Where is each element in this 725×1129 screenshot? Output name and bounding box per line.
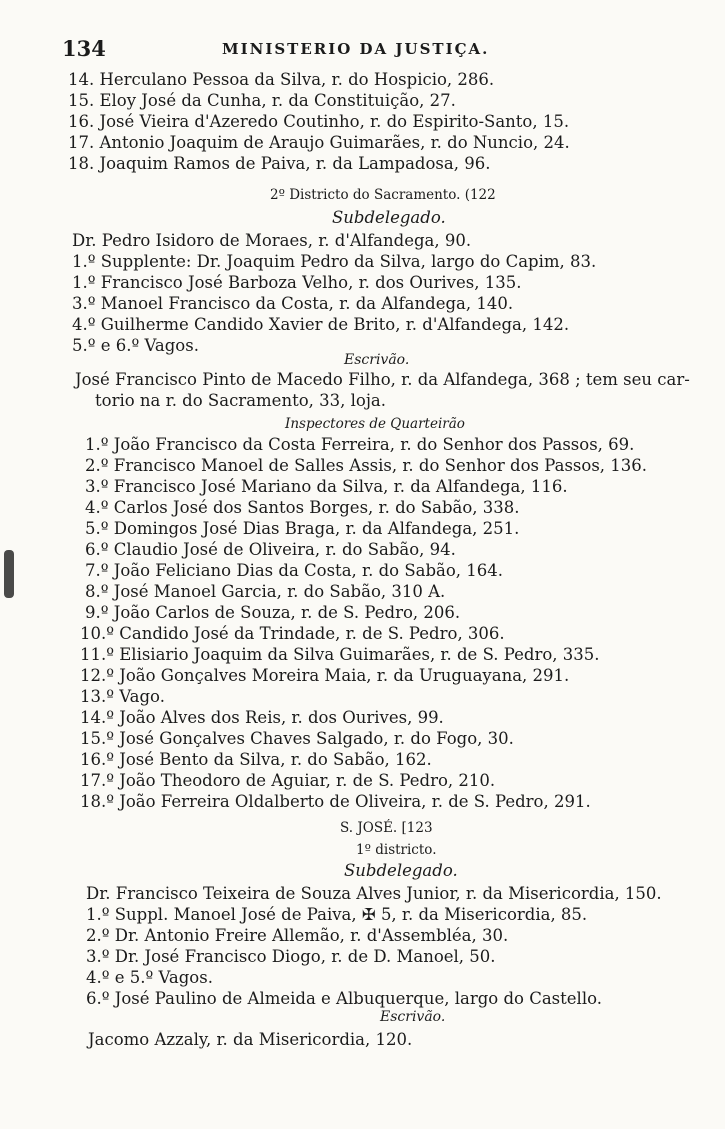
list-item: 3.º Dr. José Francisco Diogo, r. de D. Manoel, 50.: [86, 947, 496, 966]
list-item: torio na r. do Sacramento, 33, loja.: [95, 391, 387, 410]
list-item: 16.º José Bento da Silva, r. do Sabão, 162.: [80, 750, 432, 769]
running-title: MINISTERIO DA JUSTIÇA.: [222, 40, 490, 58]
list-item: 1.º Francisco José Barboza Velho, r. dos Ourives, 135.: [72, 273, 522, 292]
list-item: 2.º Dr. Antonio Freire Allemão, r. d'Assembléa, 30.: [86, 926, 509, 945]
list-item: 1.º Suppl. Manoel José de Paiva, ✠ 5, r. da Misericordia, 85.: [86, 905, 588, 924]
list-item: 6.º Claudio José de Oliveira, r. do Sabão, 94.: [85, 540, 456, 559]
list-item: 15.º José Gonçalves Chaves Salgado, r. do Fogo, 30.: [80, 729, 514, 748]
escrivao-heading: Escrivão.: [380, 1009, 446, 1025]
list-item: 18. Joaquim Ramos de Paiva, r. da Lampadosa, 96.: [68, 154, 491, 173]
list-item: 11.º Elisiario Joaquim da Silva Guimarães, r. de S. Pedro, 335.: [80, 645, 600, 664]
list-item: 4.º Carlos José dos Santos Borges, r. do Sabão, 338.: [85, 498, 520, 517]
list-item: 3.º Manoel Francisco da Costa, r. da Alfandega, 140.: [72, 294, 514, 313]
list-item: 17.º João Theodoro de Aguiar, r. de S. Pedro, 210.: [80, 771, 496, 790]
list-item: 5.º e 6.º Vagos.: [72, 336, 199, 355]
list-item: 17. Antonio Joaquim de Araujo Guimarães, r. do Nuncio, 24.: [68, 133, 570, 152]
list-item: 8.º José Manoel Garcia, r. do Sabão, 310 A.: [85, 582, 446, 601]
list-item: 16. José Vieira d'Azeredo Coutinho, r. do Espirito-Santo, 15.: [68, 112, 570, 131]
district-heading: 1º districto.: [356, 842, 437, 858]
list-item: 10.º Candido José da Trindade, r. de S. Pedro, 306.: [80, 624, 505, 643]
list-item: Dr. Pedro Isidoro de Moraes, r. d'Alfandega, 90.: [72, 231, 472, 250]
list-item: 1.º Supplente: Dr. Joaquim Pedro da Silva, largo do Capim, 83.: [72, 252, 597, 271]
escrivao-heading: Escrivão.: [344, 352, 410, 368]
list-item: 2.º Francisco Manoel de Salles Assis, r. do Senhor dos Passos, 136.: [85, 456, 648, 475]
subdelegado-heading: Subdelegado.: [332, 208, 446, 227]
list-item: 4.º e 5.º Vagos.: [86, 968, 213, 987]
list-item: 4.º Guilherme Candido Xavier de Brito, r. d'Alfandega, 142.: [72, 315, 570, 334]
list-item: Dr. Francisco Teixeira de Souza Alves Junior, r. da Misericordia, 150.: [86, 884, 662, 903]
list-item: 14.º João Alves dos Reis, r. dos Ourives, 99.: [80, 708, 444, 727]
list-item: 7.º João Feliciano Dias da Costa, r. do Sabão, 164.: [85, 561, 504, 580]
district-heading: 2º Districto do Sacramento. (122: [270, 187, 496, 203]
list-item: 18.º João Ferreira Oldalberto de Oliveira, r. de S. Pedro, 291.: [80, 792, 591, 811]
list-item: 3.º Francisco José Mariano da Silva, r. da Alfandega, 116.: [85, 477, 568, 496]
list-item: 9.º João Carlos de Souza, r. de S. Pedro, 206.: [85, 603, 461, 622]
list-item: Jacomo Azzaly, r. da Misericordia, 120.: [88, 1030, 413, 1049]
inspectores-heading: Inspectores de Quarteirão: [285, 416, 465, 432]
ink-stain: [4, 550, 14, 598]
parish-heading: S. JOSÉ. [123: [340, 820, 433, 836]
page-number: 134: [62, 36, 106, 61]
list-item: 13.º Vago.: [80, 687, 165, 706]
list-item: 14. Herculano Pessoa da Silva, r. do Hospicio, 286.: [68, 70, 495, 89]
list-item: 5.º Domingos José Dias Braga, r. da Alfandega, 251.: [85, 519, 520, 538]
list-item: 15. Eloy José da Cunha, r. da Constituição, 27.: [68, 91, 456, 110]
subdelegado-heading: Subdelegado.: [344, 861, 458, 880]
list-item: 1.º João Francisco da Costa Ferreira, r. do Senhor dos Passos, 69.: [85, 435, 635, 454]
list-item: José Francisco Pinto de Macedo Filho, r. da Alfandega, 368 ; tem seu car-: [75, 370, 690, 389]
list-item: 6.º José Paulino de Almeida e Albuquerque, largo do Castello.: [86, 989, 602, 1008]
list-item: 12.º João Gonçalves Moreira Maia, r. da Uruguayana, 291.: [80, 666, 570, 685]
page-header: [62, 36, 662, 62]
